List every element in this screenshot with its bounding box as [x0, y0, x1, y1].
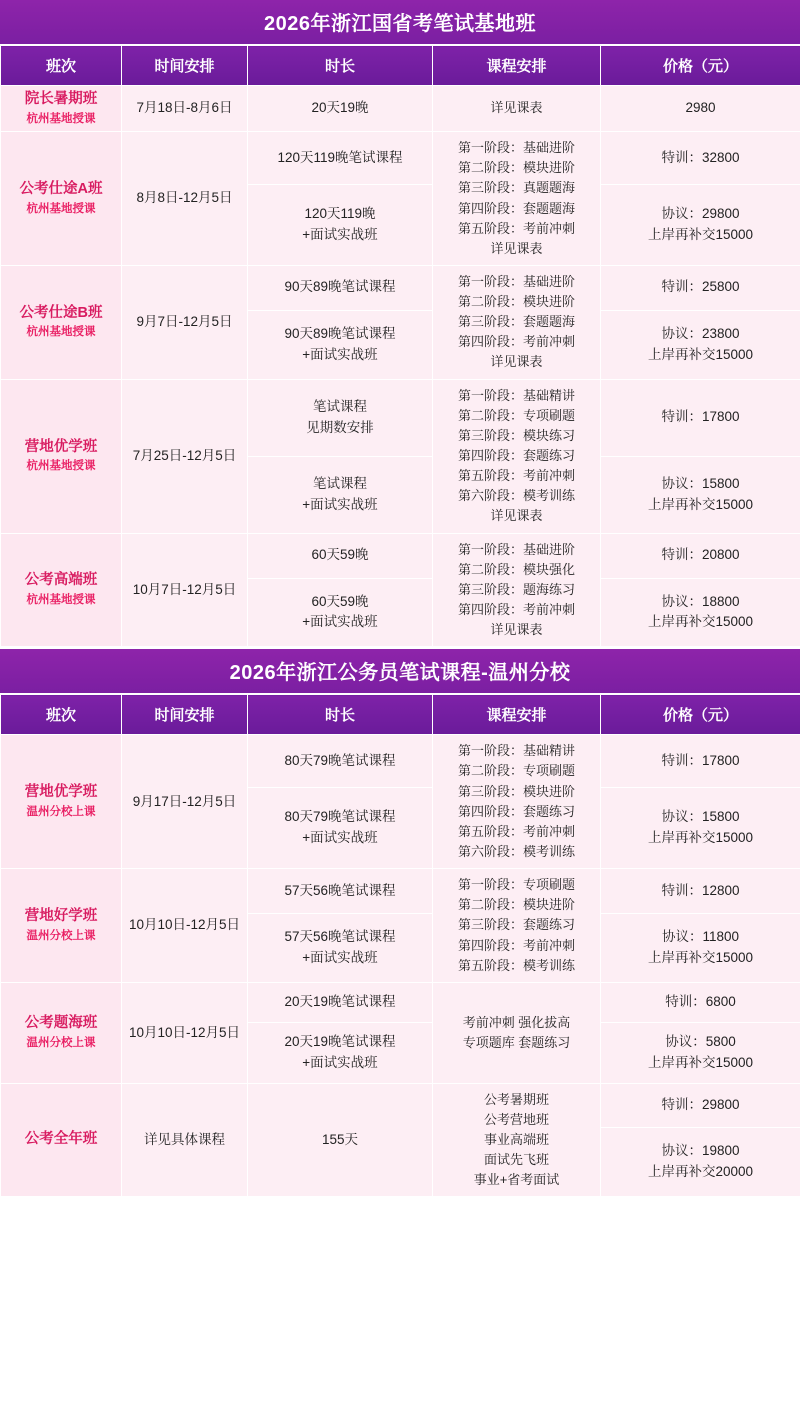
- class-location: 杭州基地授课: [26, 460, 96, 473]
- price-cell: [601, 86, 800, 132]
- table-row: [1, 86, 800, 132]
- duration-cell: 20天19晚笔试课程: [248, 982, 433, 1022]
- table-row: [1, 379, 800, 456]
- course-stage-line: 第五阶段：考前冲刺: [457, 823, 575, 839]
- class-location: 温州分校上课: [26, 929, 96, 942]
- price-cell: [601, 310, 800, 379]
- price-line: 协议：15800: [661, 809, 740, 825]
- time-cell: 10月7日-12月5日: [122, 533, 248, 647]
- time-cell: 9月7日-12月5日: [122, 265, 248, 379]
- column-header: 时长: [248, 695, 433, 735]
- course-stage-line: 第三阶段：模块进阶: [457, 783, 575, 799]
- time-cell: 7月18日-8月6日: [122, 86, 248, 132]
- course-stage-line: 考前冲刺 强化拔高: [462, 1014, 571, 1030]
- column-header: 时长: [248, 46, 433, 86]
- price-line: 2980: [685, 100, 716, 116]
- course-stage-line: 第二阶段：模块进阶: [457, 294, 575, 310]
- price-line: 特训：32800: [661, 149, 740, 165]
- price-cell: [601, 132, 800, 185]
- course-stages-cell: [433, 735, 601, 869]
- price-line: 特训：6800: [665, 993, 736, 1009]
- course-stages-cell: [433, 869, 601, 983]
- price-line: 协议：15800: [661, 475, 740, 491]
- price-cell: [601, 265, 800, 310]
- course-stage-line: 第二阶段：专项刷题: [457, 763, 575, 779]
- duration-cell: 60天59晚: [248, 533, 433, 578]
- price-line: 特训：25800: [661, 279, 740, 295]
- price-line: 特训：20800: [661, 547, 740, 563]
- section-title-banner: 2026年浙江国省考笔试基地班: [0, 0, 800, 45]
- price-line: 特训：17800: [661, 752, 740, 768]
- price-cell: [601, 1022, 800, 1083]
- course-stage-line: 第五阶段：模考训练: [457, 957, 575, 973]
- class-name: 公考仕途B班: [19, 304, 103, 321]
- price-line: 上岸再补交15000: [647, 227, 754, 242]
- duration-cell: 57天56晚笔试课程: [248, 869, 433, 914]
- course-stages-cell: [433, 982, 601, 1083]
- price-cell: [601, 914, 800, 983]
- class-name: 公考仕途A班: [19, 180, 103, 197]
- class-location: 杭州基地授课: [26, 112, 96, 125]
- section-title-banner: 2026年浙江公务员笔试课程-温州分校: [0, 647, 800, 694]
- course-stage-line: 第一阶段：基础进阶: [457, 140, 575, 156]
- table-row: [1, 533, 800, 578]
- column-header: 时间安排: [122, 46, 248, 86]
- course-stage-line: 事业高端班: [483, 1131, 549, 1147]
- time-cell: 10月10日-12月5日: [122, 869, 248, 983]
- course-stage-line: 第一阶段：基础精讲: [457, 387, 575, 403]
- class-location: 杭州基地授课: [26, 326, 96, 339]
- price-cell: [601, 185, 800, 266]
- course-stage-line: 第一阶段：专项刷题: [457, 877, 575, 893]
- price-cell: [601, 982, 800, 1022]
- course-stage-line: 事业+省考面试: [473, 1172, 560, 1188]
- course-stage-line: 第二阶段：模块进阶: [457, 160, 575, 176]
- price-line: 上岸再补交15000: [647, 950, 754, 966]
- course-stage-line: 第二阶段：模块强化: [457, 561, 575, 577]
- price-line: 协议：18800: [661, 593, 740, 609]
- course-stage-line: 第三阶段：套题练习: [457, 917, 575, 933]
- price-cell: [601, 735, 800, 788]
- price-cell: [601, 379, 800, 456]
- course-stage-line: 第一阶段：基础进阶: [457, 273, 575, 289]
- course-stage-line: 公考营地班: [483, 1111, 549, 1127]
- duration-cell: 20天19晚: [248, 86, 433, 132]
- price-line: 上岸再补交15000: [647, 346, 754, 362]
- time-cell: 详见具体课程: [122, 1083, 248, 1197]
- price-line: 上岸再补交15000: [647, 496, 754, 512]
- price-line: 特训：17800: [661, 409, 740, 425]
- course-stage-line: 详见课表: [490, 622, 543, 638]
- price-cell: [601, 1083, 800, 1128]
- duration-cell: 80天79晚笔试课程 +面试实战班: [248, 788, 433, 869]
- course-stage-line: 第六阶段：模考训练: [457, 844, 575, 860]
- duration-cell: 20天19晚笔试课程 +面试实战班: [248, 1022, 433, 1083]
- class-name-cell: [1, 1083, 122, 1197]
- price-line: 上岸再补交15000: [647, 830, 754, 846]
- table-row: [1, 1083, 800, 1128]
- column-header: 价格（元）: [601, 46, 800, 86]
- duration-cell: 155天: [248, 1083, 433, 1197]
- course-stage-line: 专项题库 套题练习: [462, 1034, 571, 1050]
- price-line: 协议：29800: [661, 206, 740, 222]
- duration-cell: 60天59晚 +面试实战班: [248, 578, 433, 647]
- table-header-row: [1, 695, 800, 735]
- table-row: [1, 735, 800, 788]
- course-stage-line: 第四阶段：套题练习: [457, 448, 575, 464]
- table-row: [1, 869, 800, 914]
- time-cell: 8月8日-12月5日: [122, 132, 248, 266]
- class-name-cell: [1, 86, 122, 132]
- course-stage-line: 第三阶段：真题题海: [457, 180, 575, 196]
- duration-cell: 笔试课程 +面试实战班: [248, 456, 433, 533]
- class-name: 公考高端班: [24, 572, 98, 589]
- course-stage-line: 第一阶段：基础精讲: [457, 743, 575, 759]
- price-line: 协议：5800: [665, 1033, 736, 1049]
- column-header: 班次: [1, 695, 122, 735]
- duration-cell: 90天89晚笔试课程 +面试实战班: [248, 310, 433, 379]
- duration-cell: 90天89晚笔试课程: [248, 265, 433, 310]
- course-stage-line: 面试先飞班: [483, 1152, 549, 1168]
- course-stage-line: 第三阶段：题海练习: [457, 581, 575, 597]
- course-stage-line: 第二阶段：模块进阶: [457, 897, 575, 913]
- course-stage-line: 详见课表: [490, 508, 543, 524]
- schedule-table: [0, 694, 800, 1197]
- class-name-cell: [1, 265, 122, 379]
- class-name-cell: [1, 132, 122, 266]
- price-cell: [601, 788, 800, 869]
- price-line: 特训：12800: [661, 882, 740, 898]
- class-location: 杭州基地授课: [26, 593, 96, 606]
- course-stage-line: 第二阶段：专项刷题: [457, 407, 575, 423]
- duration-cell: 80天79晚笔试课程: [248, 735, 433, 788]
- course-stage-line: 第四阶段：考前冲刺: [457, 602, 575, 618]
- price-line: 上岸再补交15000: [647, 1054, 754, 1070]
- price-cell: [601, 456, 800, 533]
- price-line: 协议：11800: [661, 929, 740, 945]
- course-stage-line: 第五阶段：考前冲刺: [457, 220, 575, 236]
- class-location: 温州分校上课: [26, 1036, 96, 1049]
- table-row: [1, 265, 800, 310]
- course-stage-line: 第一阶段：基础进阶: [457, 541, 575, 557]
- class-name-cell: [1, 982, 122, 1083]
- time-cell: 9月17日-12月5日: [122, 735, 248, 869]
- table-header-row: [1, 46, 800, 86]
- price-cell: [601, 869, 800, 914]
- price-cell: [601, 578, 800, 647]
- price-cell: [601, 533, 800, 578]
- course-stage-line: 第四阶段：套题练习: [457, 803, 575, 819]
- duration-cell: 笔试课程 见期数安排: [248, 379, 433, 456]
- course-stages-cell: [433, 1083, 601, 1197]
- course-stage-line: 第三阶段：套题题海: [457, 314, 575, 330]
- course-stage-line: 第六阶段：模考训练: [457, 488, 575, 504]
- class-location: 温州分校上课: [26, 805, 96, 818]
- class-name: 营地优学班: [24, 438, 98, 455]
- course-stages-cell: [433, 379, 601, 533]
- time-cell: 7月25日-12月5日: [122, 379, 248, 533]
- course-stage-line: 第四阶段：考前冲刺: [457, 937, 575, 953]
- class-name: 院长暑期班: [24, 91, 98, 107]
- class-name-cell: [1, 379, 122, 533]
- course-stage-line: 第三阶段：模块练习: [457, 427, 575, 443]
- duration-cell: 57天56晚笔试课程 +面试实战班: [248, 914, 433, 983]
- class-name: 营地好学班: [24, 907, 98, 924]
- schedule-table: [0, 45, 800, 647]
- price-line: 协议：19800: [661, 1143, 740, 1159]
- course-stage-line: 第四阶段：套题题海: [457, 200, 575, 216]
- class-name-cell: [1, 533, 122, 647]
- course-stage-line: 详见课表: [490, 354, 543, 370]
- course-stages-cell: [433, 86, 601, 132]
- course-stage-line: 详见课表: [490, 100, 543, 116]
- column-header: 班次: [1, 46, 122, 86]
- class-name-cell: [1, 869, 122, 983]
- column-header: 时间安排: [122, 695, 248, 735]
- price-line: 上岸再补交15000: [647, 614, 754, 630]
- class-name-cell: [1, 735, 122, 869]
- time-cell: 10月10日-12月5日: [122, 982, 248, 1083]
- price-line: 上岸再补交20000: [647, 1164, 754, 1180]
- class-name: 营地优学班: [24, 784, 98, 801]
- course-stages-cell: [433, 533, 601, 647]
- column-header: 课程安排: [433, 695, 601, 735]
- column-header: 价格（元）: [601, 695, 800, 735]
- table-row: [1, 982, 800, 1022]
- column-header: 课程安排: [433, 46, 601, 86]
- course-stage-line: 公考暑期班: [483, 1091, 549, 1107]
- course-stages-cell: [433, 132, 601, 266]
- course-stage-line: 详见课表: [490, 240, 543, 256]
- price-line: 协议：23800: [661, 325, 740, 341]
- price-cell: [601, 1128, 800, 1197]
- course-stage-line: 第五阶段：考前冲刺: [457, 468, 575, 484]
- class-name: 公考全年班: [24, 1131, 98, 1148]
- price-line: 特训：29800: [661, 1096, 740, 1112]
- duration-cell: 120天119晚 +面试实战班: [248, 185, 433, 266]
- course-stages-cell: [433, 265, 601, 379]
- duration-cell: 120天119晚笔试课程: [248, 132, 433, 185]
- class-location: 杭州基地授课: [26, 202, 96, 215]
- class-name: 公考题海班: [24, 1015, 98, 1032]
- table-row: [1, 132, 800, 185]
- course-stage-line: 第四阶段：考前冲刺: [457, 334, 575, 350]
